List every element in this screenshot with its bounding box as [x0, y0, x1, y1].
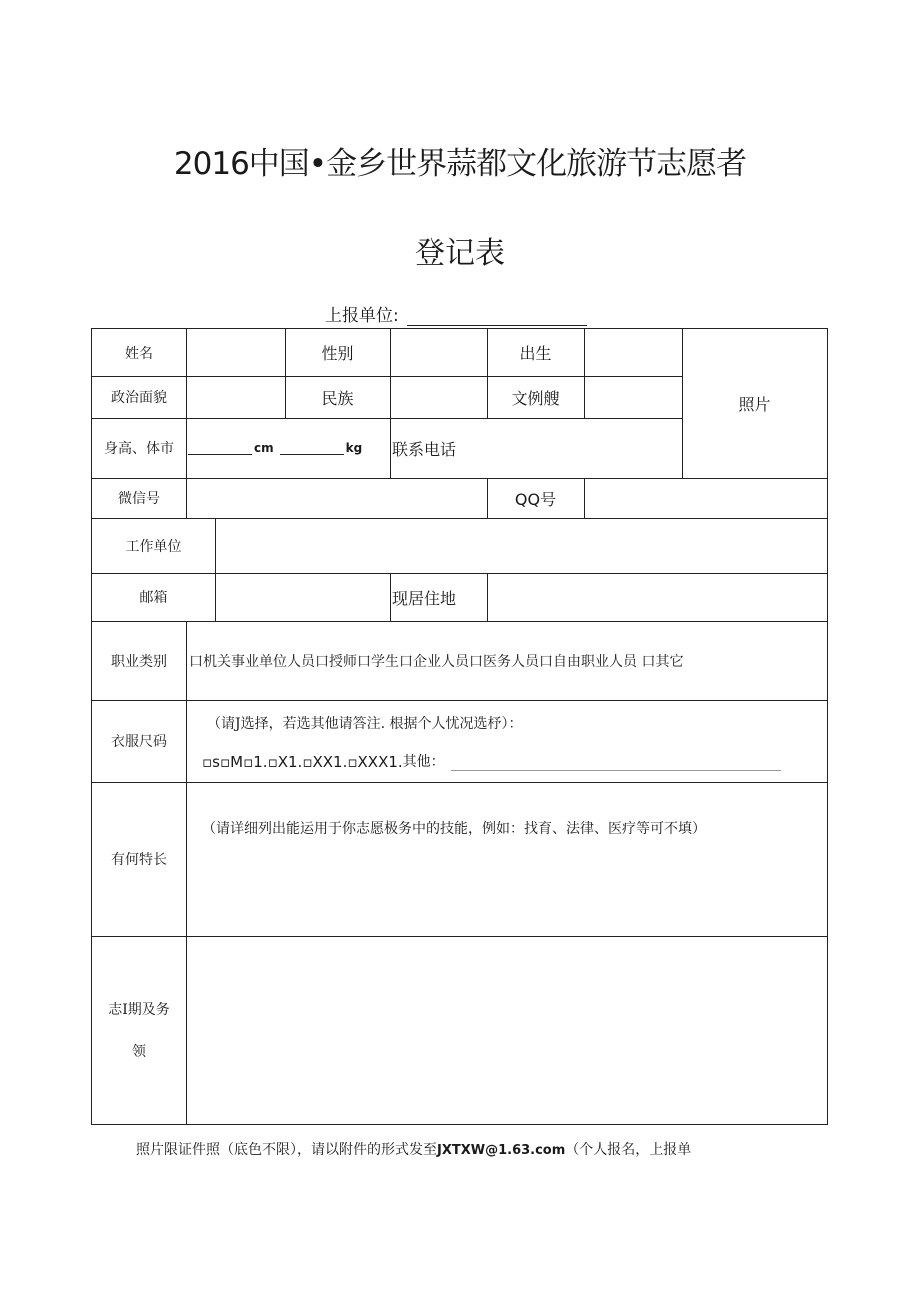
address-input[interactable] — [487, 573, 827, 621]
birth-label: 出生 — [519, 344, 552, 363]
grid-line — [390, 573, 391, 621]
birth-input[interactable] — [584, 329, 682, 376]
wechat-input[interactable] — [186, 478, 487, 518]
clothing-options-row — [202, 751, 781, 771]
service-label — [92, 936, 186, 1124]
gender-label: 性别 — [321, 344, 354, 363]
clothing-other-blank[interactable] — [451, 758, 781, 771]
work-unit-input[interactable] — [215, 518, 827, 573]
qq-input[interactable] — [584, 478, 827, 518]
phone-input[interactable] — [487, 418, 682, 478]
footer-text-after: （个人报名，上报单 — [565, 1142, 692, 1158]
political-input[interactable] — [186, 376, 285, 418]
occupation-label: 职业类别 — [111, 653, 167, 670]
footer-text-before: 照片限证件照（底色不限），请以附件的形式发至 — [136, 1142, 437, 1158]
service-input[interactable] — [188, 938, 825, 1124]
specialty-input[interactable] — [188, 844, 825, 934]
occupation-options[interactable]: 口机关事业单位人员口授师口学生口企业人员口医务人员口自由职业人员 口其它 — [189, 653, 684, 670]
grid-line — [92, 936, 827, 937]
kg-unit: kg — [345, 441, 363, 455]
height-blank[interactable] — [188, 442, 252, 455]
service-label-line1: 志Ⅰ期及务 — [108, 1002, 170, 1018]
specialty-label: 有何特长 — [111, 852, 167, 868]
political-label: 政治面貌 — [111, 390, 167, 406]
photo-box[interactable]: 照片 — [738, 395, 771, 414]
registration-form — [91, 328, 828, 1125]
email-input[interactable] — [215, 573, 390, 621]
clothing-instruction: （请J选择，若选其他请答注. 根据个人忧况选杼）： — [207, 716, 523, 732]
name-label: 姓名 — [125, 345, 153, 362]
footer-email: JXTXW@1.63.com — [437, 1143, 566, 1158]
name-input[interactable] — [186, 329, 285, 376]
clothing-size-label: 衣服尺码 — [111, 734, 167, 750]
grid-line — [186, 621, 187, 1125]
report-unit-blank[interactable] — [407, 307, 587, 326]
phone-label: 联系电话 — [392, 439, 457, 459]
height-weight-inputs — [188, 418, 390, 478]
gender-input[interactable] — [390, 329, 487, 376]
report-unit-label: 上报单位: — [325, 306, 399, 326]
height-weight-label: 身高、体市 — [104, 441, 174, 457]
ethnicity-input[interactable] — [390, 376, 487, 418]
grid-line — [92, 700, 827, 701]
footer-note — [136, 1139, 691, 1159]
grid-line — [92, 782, 827, 783]
specialty-instruction: （请详细列出能运用于你志愿极务中的技能，例如：找育、法律、医疗等可不填） — [202, 821, 706, 837]
wechat-label: 微信号 — [118, 491, 160, 507]
education-label: 文例艘 — [511, 388, 560, 408]
ethnicity-label: 民族 — [321, 388, 354, 408]
weight-blank[interactable] — [280, 442, 344, 455]
service-label-line2: 领 — [132, 1044, 146, 1060]
education-input[interactable] — [584, 376, 682, 418]
form-title-line1: 2016中国•金乡世界蒜都文化旅游节志愿者 — [173, 146, 747, 182]
form-title-line2: 登记表 — [415, 236, 505, 271]
address-label: 现居住地 — [392, 588, 457, 608]
clothing-size-options[interactable]: ▫s▫M▫1.▫X1.▫XX1.▫XXX1. — [202, 753, 403, 771]
qq-label: QQ号 — [514, 489, 557, 509]
work-unit-label: 工作单位 — [125, 538, 182, 555]
email-label: 邮箱 — [139, 590, 168, 606]
report-unit-row — [325, 301, 587, 326]
cm-unit: cm — [254, 441, 274, 455]
clothing-other-label: 其他： — [402, 754, 445, 770]
